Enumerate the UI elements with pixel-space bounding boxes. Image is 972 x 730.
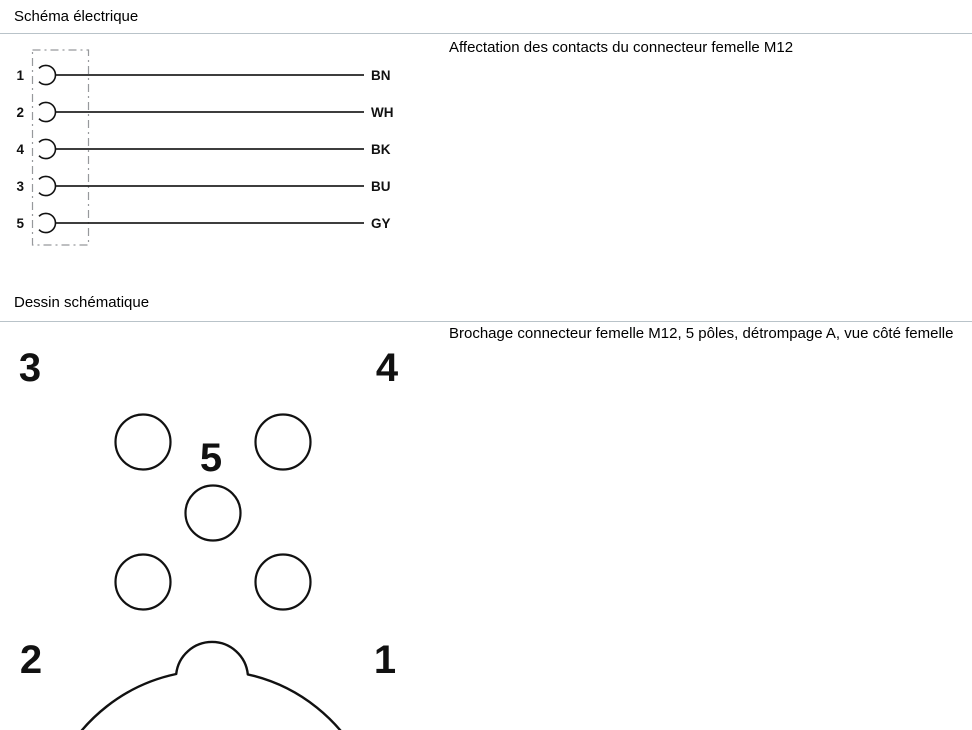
pin-number-label: 1 bbox=[16, 67, 24, 83]
connector-body-outline bbox=[42, 642, 380, 730]
pin-hole-icon bbox=[116, 555, 171, 610]
connector-pin-label-bottom-left: 2 bbox=[19, 638, 43, 682]
wire-color-label: BU bbox=[371, 178, 391, 194]
socket-contact-arc-icon bbox=[39, 102, 55, 121]
schematic-pin-row bbox=[16, 213, 390, 232]
schematic-pin-row bbox=[16, 176, 390, 195]
pin-hole-icon bbox=[256, 415, 311, 470]
pin-hole-icon bbox=[186, 486, 241, 541]
schematic-caption: Affectation des contacts du connecteur femelle M12 bbox=[449, 39, 794, 56]
connector-pin-label-bottom-right: 1 bbox=[373, 638, 397, 682]
wire-color-label: GY bbox=[371, 215, 391, 231]
pin-number-label: 5 bbox=[16, 215, 24, 231]
contact-group-dashed-box bbox=[33, 50, 89, 245]
connector-pin-label-center: 5 bbox=[199, 436, 223, 480]
connector-pin-label-top-right: 4 bbox=[375, 346, 399, 390]
schematic-pin-row bbox=[16, 102, 393, 121]
separator-line bbox=[0, 321, 972, 322]
section-title-electrical-schematic: Schéma électrique bbox=[14, 8, 139, 25]
socket-contact-arc-icon bbox=[39, 139, 55, 158]
socket-contact-arc-icon bbox=[39, 65, 55, 84]
socket-contact-arc-icon bbox=[39, 213, 55, 232]
pin-number-label: 2 bbox=[16, 104, 24, 120]
schematic-pin-row bbox=[16, 65, 390, 84]
pin-hole-icon bbox=[256, 555, 311, 610]
separator-line bbox=[0, 33, 972, 34]
pin-number-label: 4 bbox=[16, 141, 24, 157]
wire-color-label: WH bbox=[371, 104, 394, 120]
socket-contact-arc-icon bbox=[39, 176, 55, 195]
wire-color-label: BK bbox=[371, 141, 391, 157]
schematic-pin-row bbox=[16, 139, 390, 158]
pin-hole-icon bbox=[116, 415, 171, 470]
section-title-schematic-drawing: Dessin schématique bbox=[14, 294, 150, 311]
connector-caption: Brochage connecteur femelle M12, 5 pôles, détrompage A, vue côté femelle bbox=[449, 325, 954, 342]
pin-number-label: 3 bbox=[16, 178, 24, 194]
connector-pin-label-top-left: 3 bbox=[18, 346, 42, 390]
electrical-schematic-drawing bbox=[0, 40, 440, 300]
wire-color-label: BN bbox=[371, 67, 391, 83]
